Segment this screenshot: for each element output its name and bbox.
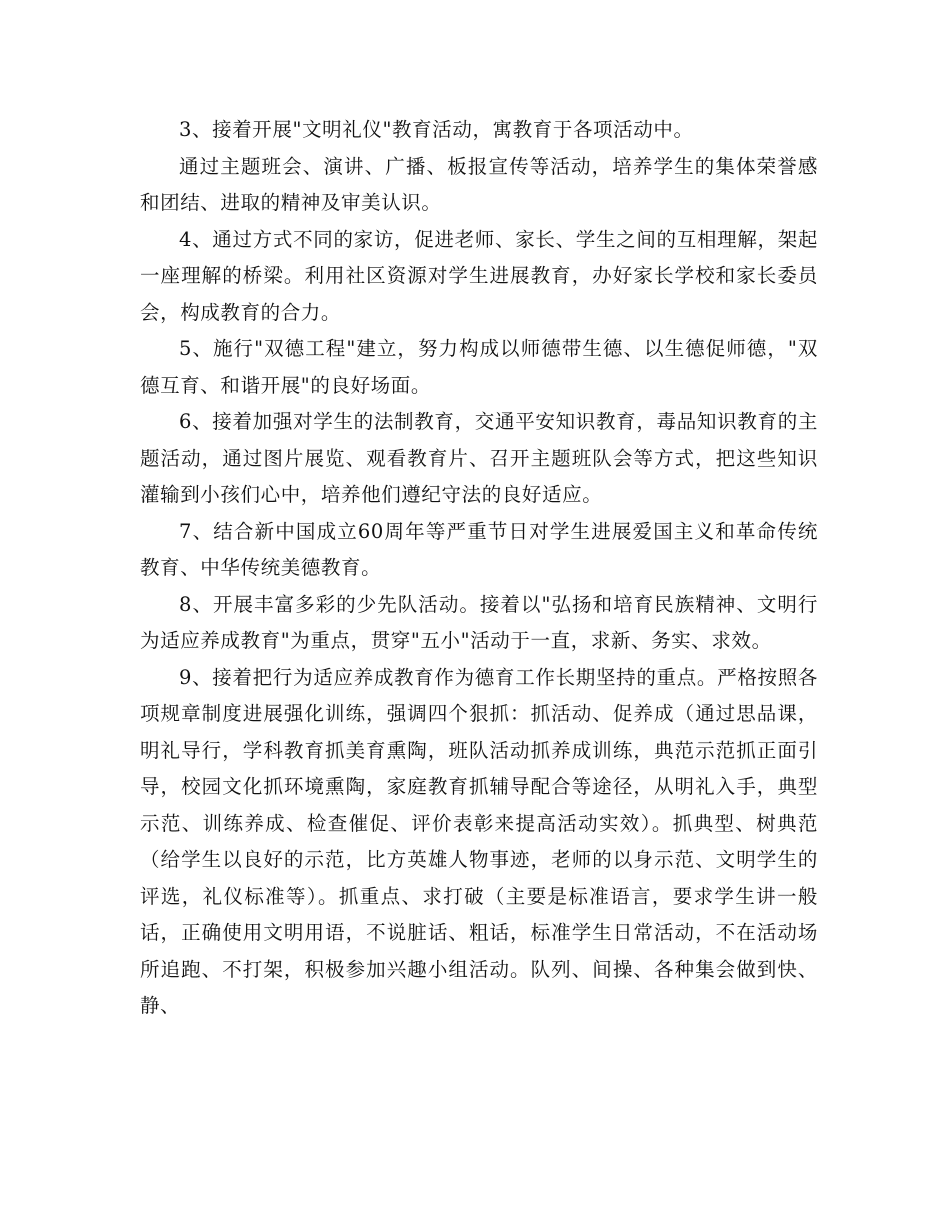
paragraph-item-4: 4、通过方式不同的家访，促进老师、家长、学生之间的互相理解，架起一座理解的桥梁。利用社区资源对学生进展教育，办好家长学校和家长委员会，构成教育的合力。 <box>140 227 818 324</box>
paragraph-item-8: 8、开展丰富多彩的少先队活动。接着以"弘扬和培育民族精神、文明行为适应养成教育"为重点，贯穿"五小"活动于一直，求新、务实、求效。 <box>140 592 818 652</box>
paragraph-item-7: 7、结合新中国成立60周年等严重节日对学生进展爱国主义和革命传统教育、中华传统美德教育。 <box>140 519 818 579</box>
paragraph-item-5: 5、施行"双德工程"建立，努力构成以师德带生德、以生德促师德，"双德互育、和谐开展"的良好场面。 <box>140 337 818 397</box>
paragraph-item-3: 3、接着开展"文明礼仪"教育活动，寓教育于各项活动中。 <box>179 118 694 141</box>
paragraph-item-9: 9、接着把行为适应养成教育作为德育工作长期坚持的重点。严格按照各项规章制度进展强化训练，强调四个狠抓：抓活动、促养成（通过思品课，明礼导行，学科教育抓美育熏陶，班队活动抓养成训练，典范示范抓正面引导，校园文化抓环境熏陶，家庭教育抓辅导配合等途径，从明礼入手，典型示范、训练养成、检查催促、评价表彰来提高活动实效）。抓典型、树典范（给学生以良好的示范，比方英雄人物事迹，老师的以身示范、文明学生的评选，礼仪标准等）。抓重点、求打破（主要是标准语言，要求学生讲一般话，正确使用文明用语，不说脏话、粗话，标准学生日常活动，不在活动场所追跑、不打架，积极参加兴趣小组活动。队列、间操、各种集会做到快、静、 <box>140 665 818 1017</box>
document-body <box>140 112 818 1025</box>
paragraph-item-6: 6、接着加强对学生的法制教育，交通平安知识教育，毒品知识教育的主题活动，通过图片展览、观看教育片、召开主题班队会等方式，把这些知识灌输到小孩们心中，培养他们遵纪守法的良好适应。 <box>140 410 818 506</box>
paragraph-activities: 通过主题班会、演讲、广播、板报宣传等活动，培养学生的集体荣誉感和团结、进取的精神及审美认识。 <box>140 154 818 214</box>
